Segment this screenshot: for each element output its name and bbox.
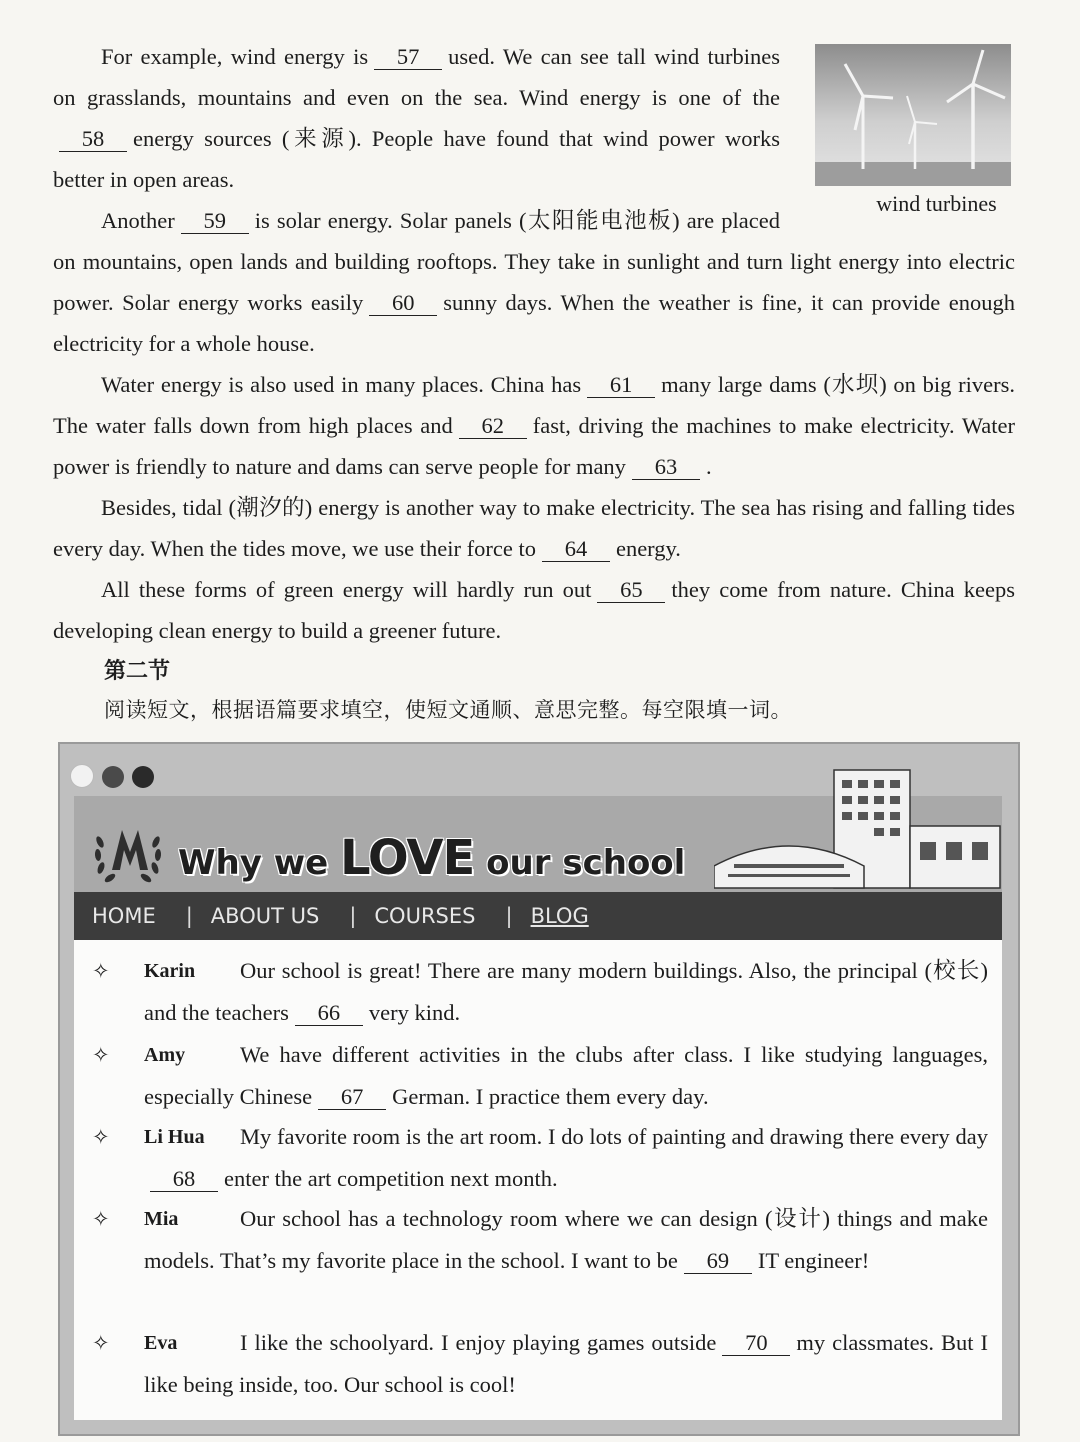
entry-name: Amy: [144, 1044, 186, 1066]
blank-67[interactable]: 67: [318, 1085, 386, 1110]
paragraph-tidal: Besides, tidal (潮汐的) energy is another way to make electricity. The sea has rising and falling tides every day. When the tides move, we use their force to 64 energy.: [53, 495, 1015, 561]
diamond-bullet-icon: ✧: [92, 959, 110, 983]
section-instruction: 阅读短文，根据语篇要求填空，使短文通顺、意思完整。每空限填一词。: [104, 698, 792, 722]
nav-courses[interactable]: COURSES: [374, 904, 476, 928]
diamond-bullet-icon: ✧: [92, 1043, 110, 1067]
blank-57[interactable]: 57: [374, 45, 442, 70]
blank-69[interactable]: 69: [684, 1249, 752, 1274]
window-dots: [70, 764, 162, 793]
entry-name: Li Hua: [144, 1126, 205, 1148]
blank-60[interactable]: 60: [369, 291, 437, 316]
nav-about-us[interactable]: ABOUT US: [210, 904, 320, 928]
blank-63[interactable]: 63: [632, 455, 700, 480]
nav-separator: |: [349, 904, 357, 928]
entry-amy: ✧ Amy We have different activities in the clubs after class. I like studying languages, especially Chinese 67 German. I practice them every day.: [92, 1034, 988, 1118]
diamond-bullet-icon: ✧: [92, 1207, 110, 1231]
laurel-logo-icon: [90, 822, 166, 886]
blank-61[interactable]: 61: [587, 373, 655, 398]
window-dot-icon: [132, 766, 154, 788]
school-buildings-icon: [714, 766, 1004, 892]
entry-eva: ✧ Eva I like the schoolyard. I enjoy playing games outside 70 my classmates. But I like being inside, too. Our school is cool!: [92, 1322, 988, 1406]
entry-li-hua: ✧ Li Hua My favorite room is the art room. I do lots of painting and drawing there every day68 enter the art competition next month.: [92, 1116, 988, 1200]
blank-62[interactable]: 62: [459, 414, 527, 439]
blank-58[interactable]: 58: [59, 127, 127, 152]
wind-turbine-figure: [810, 44, 1015, 219]
blank-70[interactable]: 70: [722, 1331, 790, 1356]
section-title: 第二节: [104, 659, 171, 684]
entry-name: Karin: [144, 960, 196, 982]
site-banner: [74, 796, 1002, 892]
wind-turbines-image: [815, 44, 1011, 186]
site-content: [74, 940, 1002, 1420]
nav-home[interactable]: HOME: [92, 904, 156, 928]
blank-66[interactable]: 66: [295, 1001, 363, 1026]
school-website-mockup: [58, 742, 1020, 1436]
site-title: Why we LOVE our school: [178, 830, 686, 886]
entry-karin: ✧ Karin Our school is great! There are many modern buildings. Also, the principal (校长) and the teachers 66 very kind.: [92, 950, 988, 1034]
nav-blog[interactable]: BLOG: [530, 904, 589, 928]
paragraph-water: Water energy is also used in many places. China has 61 many large dams (水坝) on big rivers. The water falls down from high places and 62 fast, driving the machines to make electricity. Water power is friendly to nature and dams can serve people for many 63 .: [53, 372, 1016, 479]
diamond-bullet-icon: ✧: [92, 1125, 110, 1149]
diamond-bullet-icon: ✧: [92, 1331, 110, 1355]
nav-separator: |: [185, 904, 193, 928]
blank-65[interactable]: 65: [597, 578, 665, 603]
reading-passage: [53, 36, 1015, 651]
window-dot-icon: [70, 764, 94, 788]
entry-name: Mia: [144, 1208, 179, 1230]
paragraph-solar: Another 59 is solar energy. Solar panels (太阳能电池板) are placed on mountains, open lands and building rooftops. They take in sunlight and turn light energy into electric power. Solar energy works easily 60 sunny days. When the weather is fine, it can provide enough electricity for a whole house.: [53, 208, 1015, 356]
blank-64[interactable]: 64: [542, 537, 610, 562]
site-nav: [74, 892, 1002, 940]
blank-59[interactable]: 59: [181, 209, 249, 234]
entry-name: Eva: [144, 1332, 178, 1354]
nav-separator: |: [505, 904, 513, 928]
paragraph-wind: wind turbines For example, wind energy is 57 used. We can see tall wind turbines on grasslands, mountains and even on the sea. Wind energy is one of the58 energy sources (来源). People have found that wind power works better in open areas.: [53, 36, 1015, 200]
figure-caption: wind turbines: [876, 191, 997, 216]
blank-68[interactable]: 68: [150, 1167, 218, 1192]
window-dot-icon: [102, 766, 124, 788]
paragraph-conclusion: All these forms of green energy will hardly run out 65 they come from nature. China keeps developing clean energy to build a greener future.: [53, 577, 1015, 643]
entry-mia: ✧ Mia Our school has a technology room where we can design (设计) things and make models. That’s my favorite place in the school. I want to be 69 IT engineer!: [92, 1198, 988, 1282]
